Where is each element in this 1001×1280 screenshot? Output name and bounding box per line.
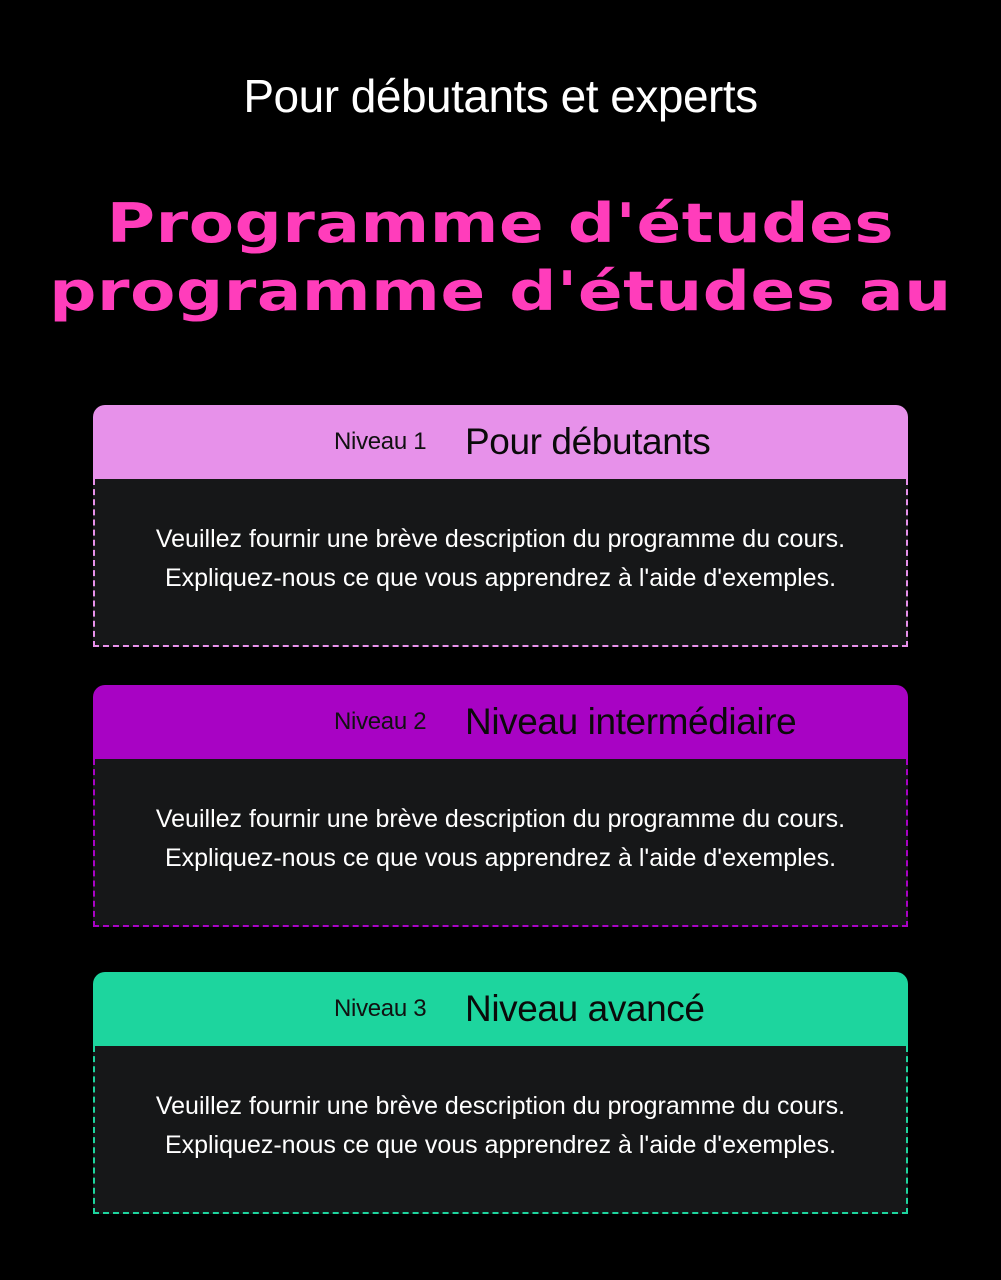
level-card-header (93, 685, 908, 759)
page-title (0, 190, 1001, 326)
description-line: Expliquez-nous ce que vous apprendrez à l'aide d'exemples. (164, 844, 837, 872)
level-label: Niveau 3 (334, 995, 427, 1022)
level-card-header (93, 405, 908, 479)
description-line: Veuillez fournir une brève description du programme du cours. (155, 525, 846, 553)
level-card-header (93, 972, 908, 1046)
level-description (93, 1046, 908, 1214)
level-label: Niveau 1 (334, 428, 427, 455)
level-title: Niveau intermédiaire (465, 701, 797, 742)
level-card-3 (93, 972, 908, 1214)
description-line: Veuillez fournir une brève description du programme du cours. (155, 805, 846, 833)
level-description (93, 479, 908, 647)
page-title-line-1: Programme d'études (106, 192, 895, 255)
description-line: Veuillez fournir une brève description du programme du cours. (155, 1092, 846, 1120)
level-title: Niveau avancé (465, 988, 705, 1029)
page-subtitle: Pour débutants et experts (243, 70, 758, 122)
level-card-1 (93, 405, 908, 647)
description-line: Expliquez-nous ce que vous apprendrez à l'aide d'exemples. (164, 564, 837, 592)
level-card-2 (93, 685, 908, 927)
level-label: Niveau 2 (334, 708, 427, 735)
level-description (93, 759, 908, 927)
description-line: Expliquez-nous ce que vous apprendrez à l'aide d'exemples. (164, 1131, 837, 1159)
level-title: Pour débutants (465, 421, 711, 462)
page-title-line-2: programme d'études au (49, 260, 952, 323)
